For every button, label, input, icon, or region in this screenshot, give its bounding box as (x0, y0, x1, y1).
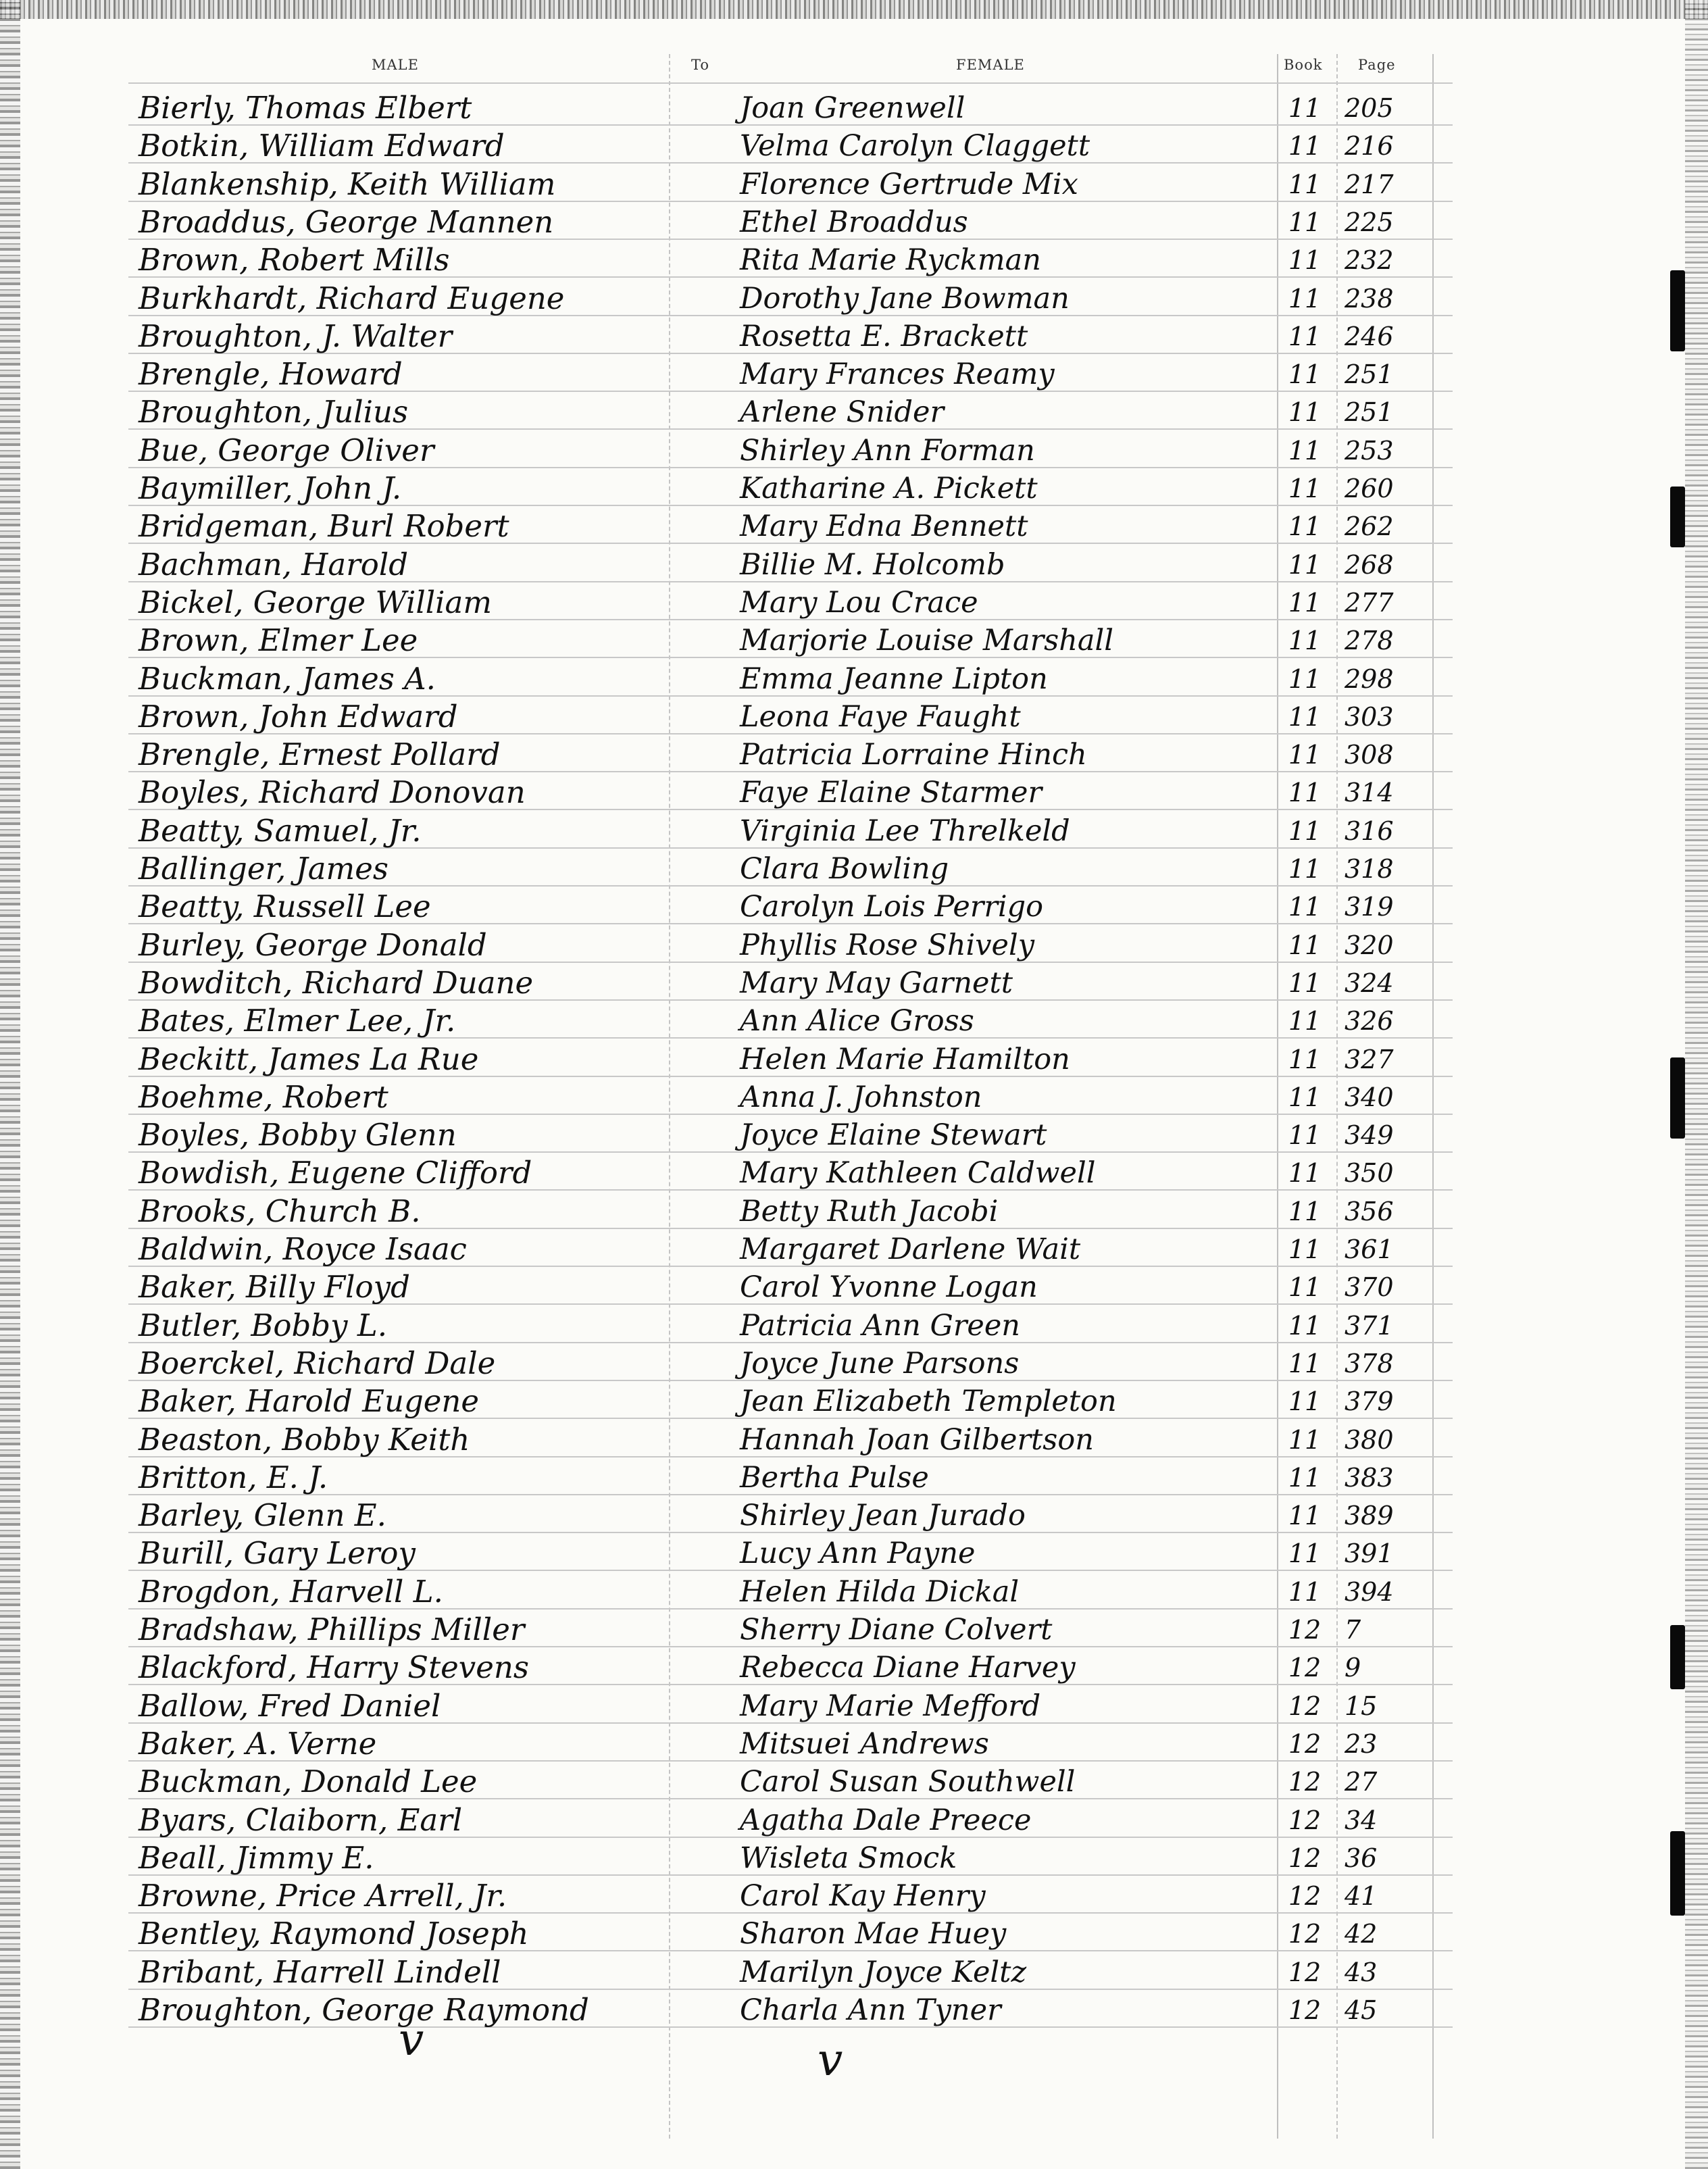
page-number: 318 (1345, 854, 1394, 884)
register-row (0, 1078, 1708, 1116)
register-row (0, 280, 1708, 318)
book-number: 11 (1288, 588, 1322, 618)
register-row (0, 166, 1708, 203)
register-row (0, 736, 1708, 774)
register-row (0, 1421, 1708, 1459)
page-number: 232 (1345, 245, 1394, 275)
groom-name: Buckman, James A. (139, 661, 436, 697)
book-number: 11 (1288, 740, 1322, 770)
bride-name: Marjorie Louise Marshall (740, 624, 1114, 657)
register-row (0, 1154, 1708, 1192)
register-row (0, 546, 1708, 584)
groom-name: Blackford, Harry Stevens (139, 1649, 529, 1685)
register-row (0, 1535, 1708, 1572)
page-number: 36 (1345, 1843, 1378, 1873)
page-number: 23 (1345, 1729, 1378, 1759)
book-number: 12 (1288, 1919, 1322, 1949)
page-number: 324 (1345, 968, 1394, 998)
page-number: 268 (1345, 550, 1394, 580)
book-number: 11 (1288, 702, 1322, 732)
book-number: 11 (1288, 93, 1322, 123)
bride-name: Sharon Mae Huey (740, 1917, 1007, 1951)
groom-name: Britton, E. J. (139, 1460, 328, 1495)
bride-name: Rita Marie Ryckman (740, 243, 1041, 277)
page-number: 15 (1345, 1691, 1378, 1721)
groom-name: Beaston, Bobby Keith (139, 1422, 470, 1457)
book-number: 11 (1288, 816, 1322, 846)
bride-name: Carol Susan Southwell (740, 1765, 1076, 1799)
header-rule (128, 82, 1453, 84)
bride-name: Agatha Dale Preece (740, 1803, 1032, 1837)
register-row (0, 1307, 1708, 1345)
groom-name: Baker, Harold Eugene (139, 1383, 480, 1419)
groom-name: Bribant, Harrell Lindell (139, 1954, 501, 1990)
book-number: 11 (1288, 664, 1322, 694)
register-row (0, 1382, 1708, 1420)
book-number: 12 (1288, 1805, 1322, 1835)
book-number: 11 (1288, 1311, 1322, 1341)
register-row (0, 1268, 1708, 1306)
groom-name: Buckman, Donald Lee (139, 1764, 478, 1799)
bride-name: Shirley Ann Forman (740, 434, 1035, 468)
book-number: 11 (1288, 1045, 1322, 1074)
bride-name: Carol Yvonne Logan (740, 1270, 1038, 1304)
groom-name: Boyles, Richard Donovan (139, 774, 526, 810)
bride-name: Sherry Diane Colvert (740, 1613, 1053, 1647)
groom-name: Baker, Billy Floyd (139, 1269, 410, 1305)
groom-name: Bowdish, Eugene Clifford (139, 1155, 532, 1191)
register-row (0, 1877, 1708, 1915)
page-number: 238 (1345, 284, 1394, 314)
book-number: 11 (1288, 284, 1322, 314)
bride-name: Anna J. Johnston (740, 1080, 982, 1114)
bride-name: Mary May Garnett (740, 966, 1013, 1000)
book-number: 11 (1288, 245, 1322, 275)
register-row (0, 470, 1708, 507)
groom-name: Boerckel, Richard Dale (139, 1345, 496, 1381)
register-row (0, 1649, 1708, 1687)
register-row (0, 660, 1708, 698)
page-number: 277 (1345, 588, 1394, 618)
bride-name: Ann Alice Gross (740, 1004, 974, 1038)
groom-name: Burill, Gary Leroy (139, 1535, 416, 1571)
bride-name: Mary Marie Mefford (740, 1689, 1041, 1723)
page-number: 370 (1345, 1272, 1394, 1302)
register-row (0, 1991, 1708, 2029)
page-number: 327 (1345, 1045, 1394, 1074)
page-number: 246 (1345, 322, 1394, 351)
page-number: 394 (1345, 1577, 1394, 1607)
register-row (0, 1041, 1708, 1078)
header-page: Page (1358, 57, 1396, 73)
book-number: 11 (1288, 1082, 1322, 1112)
bride-name: Patricia Ann Green (740, 1309, 1020, 1343)
groom-name: Brengle, Howard (139, 356, 403, 392)
register-row (0, 812, 1708, 850)
groom-name: Bates, Elmer Lee, Jr. (139, 1003, 456, 1039)
page-number: 316 (1345, 816, 1394, 846)
book-number: 12 (1288, 1958, 1322, 1987)
book-number: 11 (1288, 550, 1322, 580)
book-number: 11 (1288, 1387, 1322, 1416)
register-row (0, 1459, 1708, 1497)
book-number: 11 (1288, 778, 1322, 807)
book-number: 11 (1288, 436, 1322, 466)
book-number: 11 (1288, 207, 1322, 237)
groom-name: Brooks, Church B. (139, 1193, 421, 1229)
register-row (0, 926, 1708, 964)
book-number: 11 (1288, 397, 1322, 427)
page-number: 216 (1345, 131, 1394, 161)
page-number: 389 (1345, 1501, 1394, 1530)
book-number: 12 (1288, 1729, 1322, 1759)
groom-name: Boehme, Robert (139, 1079, 388, 1115)
book-number: 11 (1288, 968, 1322, 998)
book-number: 11 (1288, 1006, 1322, 1036)
book-number: 11 (1288, 1463, 1322, 1493)
book-number: 12 (1288, 1767, 1322, 1797)
bride-name: Leona Faye Faught (740, 700, 1021, 734)
bride-name: Arlene Snider (740, 395, 945, 429)
page-number: 298 (1345, 664, 1394, 694)
register-row (0, 964, 1708, 1002)
book-number: 11 (1288, 1539, 1322, 1568)
header-female: FEMALE (956, 57, 1025, 73)
groom-name: Bowditch, Richard Duane (139, 965, 534, 1001)
bride-name: Velma Carolyn Claggett (740, 129, 1090, 163)
book-number: 12 (1288, 1691, 1322, 1721)
groom-name: Beckitt, James La Rue (139, 1041, 479, 1077)
book-number: 11 (1288, 854, 1322, 884)
groom-name: Broughton, J. Walter (139, 318, 453, 354)
groom-name: Baymiller, John J. (139, 470, 402, 506)
page-number: 320 (1345, 930, 1394, 960)
page-number: 379 (1345, 1387, 1394, 1416)
bride-name: Mary Frances Reamy (740, 357, 1055, 391)
register-row (0, 318, 1708, 355)
register-row (0, 241, 1708, 279)
header-book: Book (1284, 57, 1323, 73)
book-number: 11 (1288, 1501, 1322, 1530)
register-row (0, 888, 1708, 926)
register-row (0, 622, 1708, 659)
groom-name: Brengle, Ernest Pollard (139, 737, 501, 772)
book-number: 12 (1288, 1995, 1322, 2025)
page-number: 349 (1345, 1120, 1394, 1150)
page-number: 314 (1345, 778, 1394, 807)
page-number: 205 (1345, 93, 1394, 123)
groom-name: Bue, George Oliver (139, 432, 434, 468)
groom-name: Ballow, Fred Daniel (139, 1688, 441, 1724)
groom-name: Burley, George Donald (139, 927, 487, 963)
book-number: 11 (1288, 1577, 1322, 1607)
bride-name: Mary Edna Bennett (740, 509, 1028, 543)
bride-name: Wisleta Smock (740, 1841, 957, 1875)
book-number: 11 (1288, 1120, 1322, 1150)
groom-name: Broughton, Julius (139, 394, 409, 430)
groom-name: Barley, Glenn E. (139, 1497, 386, 1533)
end-mark-male: v (399, 2014, 424, 2066)
book-number: 11 (1288, 930, 1322, 960)
page-number: 34 (1345, 1805, 1378, 1835)
bride-name: Patricia Lorraine Hinch (740, 738, 1087, 772)
bride-name: Helen Marie Hamilton (740, 1043, 1070, 1076)
bride-name: Carolyn Lois Perrigo (740, 890, 1044, 924)
bride-name: Bertha Pulse (740, 1461, 929, 1495)
book-number: 11 (1288, 626, 1322, 655)
page-number: 42 (1345, 1919, 1378, 1949)
page-number: 326 (1345, 1006, 1394, 1036)
groom-name: Butler, Bobby L. (139, 1307, 388, 1343)
page-number: 262 (1345, 512, 1394, 541)
bride-name: Joyce Elaine Stewart (740, 1118, 1047, 1152)
scan-edge-top (0, 0, 1708, 19)
groom-name: Baldwin, Royce Isaac (139, 1231, 467, 1267)
bride-name: Katharine A. Pickett (740, 472, 1038, 505)
book-number: 11 (1288, 1197, 1322, 1226)
bride-name: Charla Ann Tyner (740, 1993, 1001, 2027)
book-number: 11 (1288, 474, 1322, 503)
groom-name: Brogdon, Harvell L. (139, 1574, 443, 1610)
page-number: 278 (1345, 626, 1394, 655)
book-number: 11 (1288, 512, 1322, 541)
register-row (0, 89, 1708, 127)
register-row (0, 1687, 1708, 1725)
book-number: 11 (1288, 131, 1322, 161)
page-number: 340 (1345, 1082, 1394, 1112)
bride-name: Helen Hilda Dickal (740, 1575, 1020, 1609)
groom-name: Brown, Elmer Lee (139, 622, 418, 658)
groom-name: Bierly, Thomas Elbert (139, 90, 472, 126)
register-row (0, 507, 1708, 545)
book-number: 12 (1288, 1615, 1322, 1645)
groom-name: Byars, Claiborn, Earl (139, 1802, 463, 1838)
groom-name: Bridgeman, Burl Robert (139, 508, 509, 544)
book-number: 11 (1288, 1349, 1322, 1378)
bride-name: Hannah Joan Gilbertson (740, 1423, 1094, 1457)
page-number: 371 (1345, 1311, 1394, 1341)
register-row (0, 1953, 1708, 1991)
book-number: 12 (1288, 1653, 1322, 1682)
bride-name: Phyllis Rose Shively (740, 928, 1035, 962)
register-row (0, 850, 1708, 888)
book-number: 12 (1288, 1881, 1322, 1911)
groom-name: Beall, Jimmy E. (139, 1840, 374, 1876)
book-number: 11 (1288, 892, 1322, 922)
register-row (0, 1611, 1708, 1649)
register-row (0, 1915, 1708, 1953)
header-to: To (691, 57, 710, 73)
groom-name: Beatty, Russell Lee (139, 889, 431, 924)
groom-name: Bentley, Raymond Joseph (139, 1916, 529, 1951)
bride-name: Margaret Darlene Wait (740, 1232, 1081, 1266)
groom-name: Bickel, George William (139, 584, 493, 620)
groom-name: Broughton, George Raymond (139, 1992, 589, 2028)
bride-name: Jean Elizabeth Templeton (740, 1385, 1117, 1418)
header-male: MALE (372, 57, 419, 73)
bride-name: Mary Lou Crace (740, 586, 978, 620)
register-row (0, 1763, 1708, 1801)
register-row (0, 432, 1708, 470)
groom-name: Broaddus, George Mannen (139, 204, 554, 240)
register-row (0, 127, 1708, 165)
page-number: 383 (1345, 1463, 1394, 1493)
groom-name: Ballinger, James (139, 851, 388, 887)
page-number: 45 (1345, 1995, 1378, 2025)
groom-name: Burkhardt, Richard Eugene (139, 280, 565, 316)
book-number: 11 (1288, 322, 1322, 351)
groom-name: Brown, Robert Mills (139, 242, 450, 278)
bride-name: Virginia Lee Threlkeld (740, 814, 1070, 848)
page-number: 7 (1345, 1615, 1361, 1645)
page-number: 251 (1345, 359, 1394, 389)
register-row (0, 1497, 1708, 1535)
register-row (0, 1002, 1708, 1040)
bride-name: Clara Bowling (740, 852, 949, 886)
groom-name: Beatty, Samuel, Jr. (139, 813, 422, 849)
page-number: 43 (1345, 1958, 1378, 1987)
register-row (0, 203, 1708, 241)
page-number: 253 (1345, 436, 1394, 466)
bride-name: Carol Kay Henry (740, 1879, 986, 1913)
page-number: 217 (1345, 170, 1394, 199)
bride-name: Joyce June Parsons (740, 1347, 1020, 1380)
page-number: 378 (1345, 1349, 1394, 1378)
register-row (0, 1725, 1708, 1763)
register-row (0, 1839, 1708, 1877)
page-number: 391 (1345, 1539, 1394, 1568)
register-row (0, 1801, 1708, 1839)
groom-name: Botkin, William Edward (139, 128, 505, 164)
groom-name: Brown, John Edward (139, 699, 458, 734)
bride-name: Rebecca Diane Harvey (740, 1651, 1076, 1685)
groom-name: Bachman, Harold (139, 547, 409, 582)
register-row (0, 698, 1708, 736)
bride-name: Mitsuei Andrews (740, 1727, 989, 1761)
page-number: 9 (1345, 1653, 1361, 1682)
book-number: 11 (1288, 170, 1322, 199)
groom-name: Browne, Price Arrell, Jr. (139, 1878, 507, 1914)
bride-name: Joan Greenwell (740, 91, 965, 125)
page-number: 361 (1345, 1235, 1394, 1264)
register-row (0, 1193, 1708, 1230)
end-mark-female: v (818, 2034, 843, 2086)
bride-name: Shirley Jean Jurado (740, 1499, 1026, 1532)
groom-name: Bradshaw, Phillips Miller (139, 1612, 525, 1647)
register-row (0, 1230, 1708, 1268)
page-number: 27 (1345, 1767, 1378, 1797)
register-row (0, 355, 1708, 393)
page-number: 303 (1345, 702, 1394, 732)
book-number: 11 (1288, 1158, 1322, 1188)
register-row (0, 1573, 1708, 1611)
bride-name: Emma Jeanne Lipton (740, 662, 1048, 696)
bride-name: Lucy Ann Payne (740, 1537, 976, 1570)
bride-name: Dorothy Jane Bowman (740, 282, 1070, 316)
register-row (0, 1116, 1708, 1154)
page-number: 225 (1345, 207, 1394, 237)
register-row (0, 1345, 1708, 1382)
page-number: 260 (1345, 474, 1394, 503)
register-row (0, 774, 1708, 812)
bride-name: Faye Elaine Starmer (740, 776, 1043, 809)
groom-name: Baker, A. Verne (139, 1726, 377, 1762)
page-number: 380 (1345, 1425, 1394, 1455)
page-number: 319 (1345, 892, 1394, 922)
page-number: 356 (1345, 1197, 1394, 1226)
groom-name: Blankenship, Keith William (139, 166, 556, 202)
register-row (0, 393, 1708, 431)
bride-name: Ethel Broaddus (740, 205, 968, 239)
bride-name: Marilyn Joyce Keltz (740, 1955, 1027, 1989)
page-number: 251 (1345, 397, 1394, 427)
register-row (0, 584, 1708, 622)
bride-name: Billie M. Holcomb (740, 548, 1005, 582)
book-number: 12 (1288, 1843, 1322, 1873)
groom-name: Boyles, Bobby Glenn (139, 1117, 457, 1153)
page-number: 350 (1345, 1158, 1394, 1188)
bride-name: Florence Gertrude Mix (740, 168, 1078, 201)
bride-name: Mary Kathleen Caldwell (740, 1156, 1096, 1190)
page-number: 308 (1345, 740, 1394, 770)
bride-name: Betty Ruth Jacobi (740, 1195, 999, 1228)
book-number: 11 (1288, 359, 1322, 389)
book-number: 11 (1288, 1425, 1322, 1455)
bride-name: Rosetta E. Brackett (740, 320, 1028, 353)
page-number: 41 (1345, 1881, 1378, 1911)
book-number: 11 (1288, 1235, 1322, 1264)
book-number: 11 (1288, 1272, 1322, 1302)
